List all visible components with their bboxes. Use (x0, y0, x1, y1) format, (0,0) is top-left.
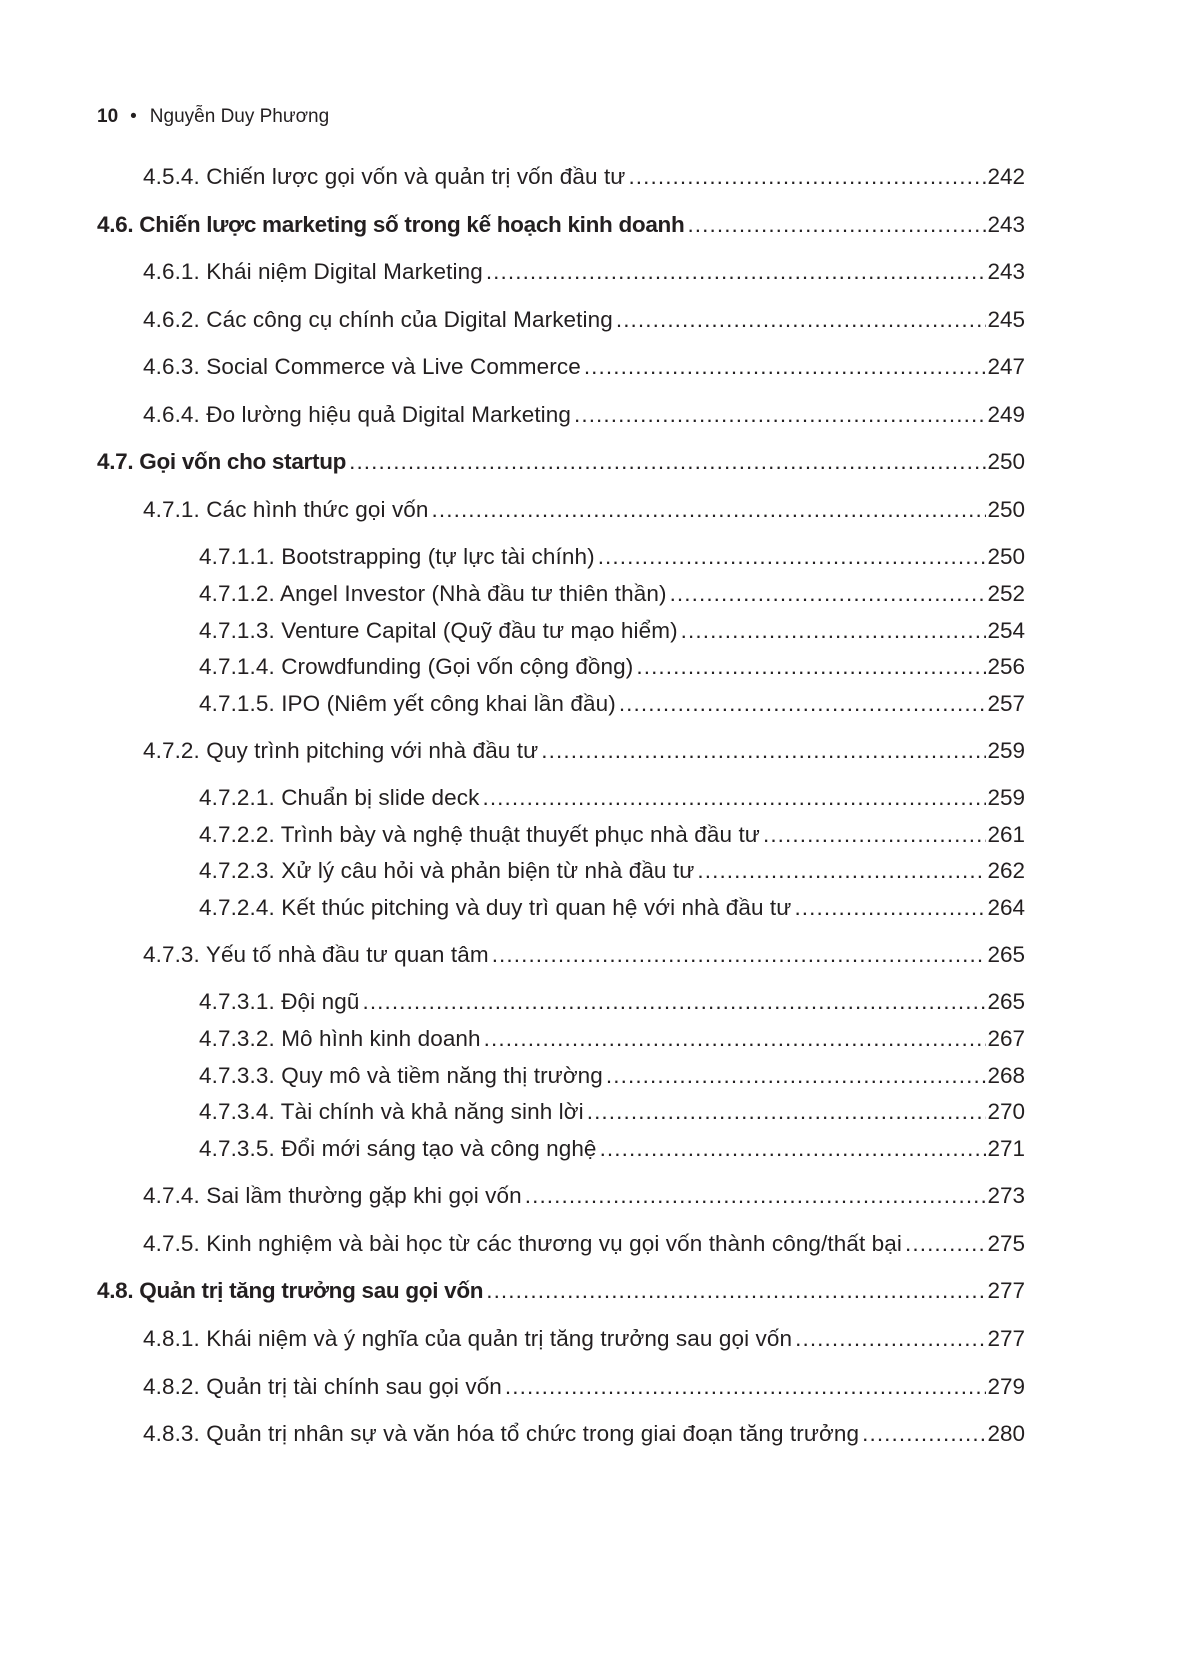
dot-leader (505, 1373, 987, 1401)
dot-leader (636, 653, 986, 681)
toc-entry[interactable] (143, 1182, 1025, 1210)
toc-entry-page: 242 (987, 164, 1025, 189)
toc-entry[interactable] (143, 306, 1025, 334)
toc-entry-page: 247 (987, 354, 1025, 379)
toc-entry-page: 262 (987, 858, 1025, 883)
toc-entry-label: 4.7. Gọi vốn cho startup (97, 449, 347, 474)
toc-entry-page: 273 (987, 1183, 1025, 1208)
toc-entry-page: 277 (987, 1326, 1025, 1351)
toc-entry-label: 4.7.1.5. IPO (Niêm yết công khai lần đầu) (199, 691, 616, 716)
dot-leader (619, 690, 987, 718)
toc-entry-label: 4.7.1.2. Angel Investor (Nhà đầu tư thiên thần) (199, 581, 667, 606)
page-number: 10 (97, 106, 119, 127)
author-name: Nguyễn Duy Phương (149, 106, 330, 127)
toc-entry-page: 275 (987, 1231, 1025, 1256)
toc-entry-page: 256 (987, 654, 1025, 679)
toc-entry[interactable] (143, 163, 1025, 191)
dot-leader (492, 941, 987, 969)
dot-leader (598, 543, 987, 571)
toc-entry-page: 264 (987, 895, 1025, 920)
toc-entry-page: 268 (987, 1063, 1025, 1088)
toc-entry[interactable] (199, 821, 1025, 849)
toc-entry-label: 4.7.4. Sai lầm thường gặp khi gọi vốn (143, 1183, 522, 1208)
toc-entry-label: 4.8.2. Quản trị tài chính sau gọi vốn (143, 1374, 502, 1399)
toc-entry-page: 243 (987, 212, 1025, 237)
toc-entry[interactable] (199, 580, 1025, 608)
dot-leader (600, 1135, 987, 1163)
toc-entry[interactable] (143, 353, 1025, 381)
dot-leader (763, 821, 986, 849)
toc-entry[interactable] (199, 1098, 1025, 1126)
toc-entry[interactable] (199, 988, 1025, 1016)
toc-entry-label: 4.7.2. Quy trình pitching với nhà đầu tư (143, 738, 539, 763)
dot-leader (628, 163, 986, 191)
toc-entry-page: 279 (987, 1374, 1025, 1399)
toc-entry-label: 4.6.3. Social Commerce và Live Commerce (143, 354, 581, 379)
toc-entry-page: 250 (987, 544, 1025, 569)
toc-entry-page: 250 (987, 497, 1025, 522)
toc-entry[interactable] (97, 448, 1025, 476)
toc-entry-page: 249 (987, 402, 1025, 427)
toc-entry-page: 250 (987, 449, 1025, 474)
toc-entry-label: 4.7.3.2. Mô hình kinh doanh (199, 1026, 481, 1051)
toc-entry[interactable] (143, 1230, 1025, 1258)
toc-entry-page: 277 (987, 1278, 1025, 1303)
dot-leader (486, 1277, 986, 1305)
toc-entry-page: 259 (987, 738, 1025, 763)
toc-entry[interactable] (143, 1373, 1025, 1401)
toc-entry-page: 280 (987, 1421, 1025, 1446)
toc-entry-label: 4.7.3.5. Đổi mới sáng tạo và công nghệ (199, 1136, 597, 1161)
toc-entry-label: 4.8.3. Quản trị nhân sự và văn hóa tổ chức trong giai đoạn tăng trưởng (143, 1421, 860, 1446)
dot-leader (794, 894, 986, 922)
dot-leader (697, 857, 986, 885)
toc-entry[interactable] (199, 1135, 1025, 1163)
toc-entry[interactable] (143, 1420, 1025, 1448)
toc-entry-page: 270 (987, 1099, 1025, 1124)
dot-leader (687, 211, 986, 239)
toc-entry-label: 4.7.3.3. Quy mô và tiềm năng thị trường (199, 1063, 603, 1088)
toc-entry-page: 261 (987, 822, 1025, 847)
toc-entry-label: 4.7.1. Các hình thức gọi vốn (143, 497, 429, 522)
bullet-separator: • (130, 106, 137, 127)
toc-entry[interactable] (97, 211, 1025, 239)
toc-entry-page: 257 (987, 691, 1025, 716)
toc-entry-page: 243 (987, 259, 1025, 284)
toc-entry[interactable] (143, 496, 1025, 524)
dot-leader (541, 737, 986, 765)
dot-leader (574, 401, 986, 429)
toc-entry-label: 4.7.2.4. Kết thúc pitching và duy trì quan hệ với nhà đầu tư (199, 895, 792, 920)
toc-entry-label: 4.5.4. Chiến lược gọi vốn và quản trị vốn đầu tư (143, 164, 626, 189)
toc-entry[interactable] (199, 543, 1025, 571)
toc-entry[interactable] (199, 894, 1025, 922)
toc-entry-page: 267 (987, 1026, 1025, 1051)
dot-leader (587, 1098, 987, 1126)
toc-entry[interactable] (199, 1025, 1025, 1053)
toc-entry[interactable] (199, 857, 1025, 885)
toc-entry-page: 245 (987, 307, 1025, 332)
toc-entry-label: 4.7.1.4. Crowdfunding (Gọi vốn cộng đồng) (199, 654, 634, 679)
toc-entry-label: 4.7.2.1. Chuẩn bị slide deck (199, 785, 480, 810)
toc-entry[interactable] (97, 1277, 1025, 1305)
toc-entry-label: 4.6.4. Đo lường hiệu quả Digital Marketing (143, 402, 571, 427)
dot-leader (584, 353, 987, 381)
toc-entry-page: 252 (987, 581, 1025, 606)
toc-entry[interactable] (199, 1062, 1025, 1090)
toc-entry-label: 4.7.3. Yếu tố nhà đầu tư quan tâm (143, 942, 489, 967)
dot-leader (349, 448, 986, 476)
dot-leader (606, 1062, 987, 1090)
toc-entry-label: 4.7.2.3. Xử lý câu hỏi và phản biện từ nhà đầu tư (199, 858, 695, 883)
toc-entry-page: 271 (987, 1136, 1025, 1161)
dot-leader (525, 1182, 987, 1210)
dot-leader (905, 1230, 986, 1258)
toc-entry-label: 4.7.2.2. Trình bày và nghệ thuật thuyết phục nhà đầu tư (199, 822, 760, 847)
toc-entry[interactable] (143, 737, 1025, 765)
toc-entry-page: 259 (987, 785, 1025, 810)
toc-entry-label: 4.7.1.3. Venture Capital (Quỹ đầu tư mạo hiểm) (199, 618, 678, 643)
toc-entry-label: 4.6. Chiến lược marketing số trong kế hoạch kinh doanh (97, 212, 685, 237)
dot-leader (482, 784, 986, 812)
toc-entry-label: 4.6.1. Khái niệm Digital Marketing (143, 259, 483, 284)
dot-leader (484, 1025, 987, 1053)
dot-leader (681, 617, 987, 645)
toc-entry-label: 4.8. Quản trị tăng trưởng sau gọi vốn (97, 1278, 484, 1303)
toc-entry-label: 4.8.1. Khái niệm và ý nghĩa của quản trị tăng trưởng sau gọi vốn (143, 1326, 793, 1351)
dot-leader (486, 258, 987, 286)
toc-entry[interactable] (143, 1325, 1025, 1353)
toc-entry[interactable] (199, 784, 1025, 812)
toc-entry-label: 4.7.1.1. Bootstrapping (tự lực tài chính) (199, 544, 595, 569)
toc-entry[interactable] (199, 690, 1025, 718)
toc-entry-label: 4.7.3.1. Đội ngũ (199, 989, 360, 1014)
toc-entry-page: 254 (987, 618, 1025, 643)
running-head (97, 105, 329, 129)
dot-leader (362, 988, 986, 1016)
toc-entry-label: 4.7.5. Kinh nghiệm và bài học từ các thương vụ gọi vốn thành công/thất bại (143, 1231, 903, 1256)
dot-leader (862, 1420, 986, 1448)
toc-entry[interactable] (199, 653, 1025, 681)
toc-entry[interactable] (143, 258, 1025, 286)
toc-entry-page: 265 (987, 989, 1025, 1014)
toc-entry-label: 4.6.2. Các công cụ chính của Digital Marketing (143, 307, 613, 332)
toc-entry[interactable] (199, 617, 1025, 645)
dot-leader (432, 496, 987, 524)
dot-leader (616, 306, 987, 334)
toc-entry-page: 265 (987, 942, 1025, 967)
dot-leader (670, 580, 987, 608)
toc-entry[interactable] (143, 941, 1025, 969)
toc-entry[interactable] (143, 401, 1025, 429)
dot-leader (795, 1325, 986, 1353)
toc-entry-label: 4.7.3.4. Tài chính và khả năng sinh lời (199, 1099, 584, 1124)
